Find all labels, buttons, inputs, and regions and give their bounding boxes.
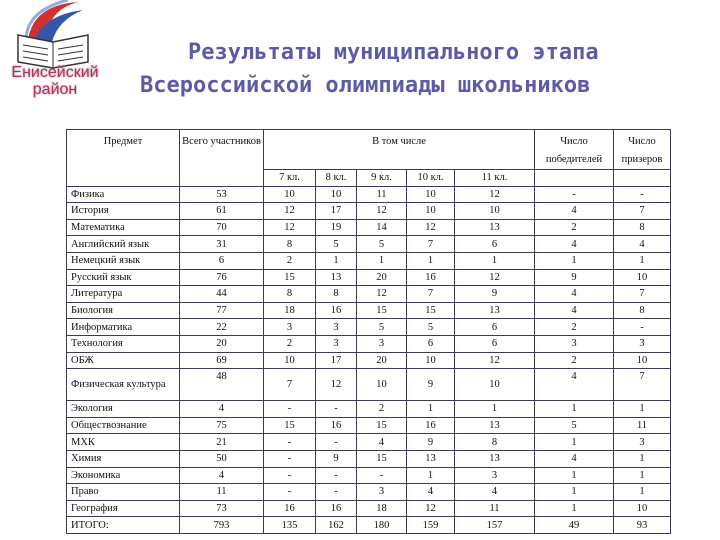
value-cell: 1 (407, 467, 455, 484)
value-cell: 5 (407, 319, 455, 336)
value-cell: 12 (455, 186, 535, 203)
value-cell: 12 (357, 286, 407, 303)
value-cell: 1 (614, 450, 671, 467)
subject-cell: Математика (67, 219, 180, 236)
value-cell: 9 (316, 450, 357, 467)
value-cell: 16 (316, 500, 357, 517)
value-cell: - (316, 484, 357, 501)
value-cell: 4 (455, 484, 535, 501)
value-cell: 4 (180, 467, 264, 484)
value-cell: 17 (316, 352, 357, 369)
table-row (67, 335, 671, 352)
value-cell: 16 (316, 302, 357, 319)
value-cell: 10 (614, 269, 671, 286)
value-cell: 12 (407, 219, 455, 236)
value-cell: 15 (264, 417, 316, 434)
value-cell: 8 (316, 286, 357, 303)
value-cell: 4 (535, 286, 614, 303)
value-cell: 13 (407, 450, 455, 467)
value-cell: 6 (180, 252, 264, 269)
value-cell: 5 (535, 417, 614, 434)
table-row (67, 467, 671, 484)
logo-line1: Енисейский (11, 64, 99, 81)
value-cell: 2 (535, 219, 614, 236)
table-row (67, 517, 671, 534)
value-cell: 7 (614, 286, 671, 303)
header-empty-cell (535, 170, 614, 187)
value-cell: 8 (264, 286, 316, 303)
value-cell: 4 (535, 302, 614, 319)
value-cell: 1 (614, 484, 671, 501)
value-cell: 3 (614, 335, 671, 352)
subject-cell: МХК (67, 434, 180, 451)
value-cell: 12 (407, 500, 455, 517)
value-cell: - (264, 401, 316, 418)
value-cell: 19 (316, 219, 357, 236)
value-cell: 93 (614, 517, 671, 534)
value-cell: 1 (614, 401, 671, 418)
value-cell: 73 (180, 500, 264, 517)
value-cell: 793 (180, 517, 264, 534)
title-line1: Результаты муниципального этапа (188, 40, 599, 65)
table-row (67, 484, 671, 501)
value-cell: 13 (316, 269, 357, 286)
subject-cell: Немецкий язык (67, 252, 180, 269)
value-cell: 11 (357, 186, 407, 203)
value-cell: 11 (614, 417, 671, 434)
value-cell: 12 (316, 369, 357, 401)
subject-cell: Информатика (67, 319, 180, 336)
value-cell: 44 (180, 286, 264, 303)
value-cell: 4 (535, 369, 614, 401)
subject-cell: Физика (67, 186, 180, 203)
header-grade: 7 кл. (264, 170, 316, 187)
value-cell: 10 (614, 352, 671, 369)
value-cell: 5 (357, 236, 407, 253)
subject-cell: География (67, 500, 180, 517)
value-cell: 15 (357, 417, 407, 434)
value-cell: 9 (455, 286, 535, 303)
value-cell: 61 (180, 203, 264, 220)
value-cell: 7 (407, 286, 455, 303)
value-cell: 10 (316, 186, 357, 203)
subject-cell: ИТОГО: (67, 517, 180, 534)
value-cell: 9 (407, 434, 455, 451)
value-cell: 12 (455, 269, 535, 286)
table-row (67, 219, 671, 236)
subject-cell: Экономика (67, 467, 180, 484)
title-line2: Всероссийской олимпиады школьников (140, 73, 591, 98)
table-row (67, 434, 671, 451)
value-cell: - (264, 467, 316, 484)
page-title (140, 36, 720, 102)
value-cell: 3 (357, 335, 407, 352)
results-table (66, 129, 671, 534)
header-subject: Предмет (67, 130, 180, 187)
header-winners: Число победителей (535, 130, 614, 170)
value-cell: 6 (455, 236, 535, 253)
value-cell: 4 (535, 450, 614, 467)
value-cell: 15 (357, 302, 407, 319)
table-row (67, 302, 671, 319)
value-cell: 70 (180, 219, 264, 236)
value-cell: 4 (357, 434, 407, 451)
value-cell: 2 (264, 335, 316, 352)
value-cell: 10 (455, 369, 535, 401)
value-cell: 8 (264, 236, 316, 253)
subject-cell: Биология (67, 302, 180, 319)
value-cell: 7 (614, 203, 671, 220)
value-cell: 5 (316, 236, 357, 253)
table-row (67, 252, 671, 269)
value-cell: 20 (357, 269, 407, 286)
value-cell: 4 (535, 236, 614, 253)
value-cell: 76 (180, 269, 264, 286)
table-row (67, 236, 671, 253)
value-cell: 1 (357, 252, 407, 269)
table-row (67, 319, 671, 336)
value-cell: 1 (535, 401, 614, 418)
value-cell: 10 (407, 203, 455, 220)
value-cell: 12 (264, 219, 316, 236)
value-cell: 53 (180, 186, 264, 203)
subject-cell: Русский язык (67, 269, 180, 286)
value-cell: 6 (407, 335, 455, 352)
value-cell: 3 (614, 434, 671, 451)
value-cell: 2 (535, 352, 614, 369)
header-grade: 9 кл. (357, 170, 407, 187)
value-cell: 10 (407, 352, 455, 369)
value-cell: 15 (357, 450, 407, 467)
value-cell: 3 (357, 484, 407, 501)
value-cell: 1 (455, 401, 535, 418)
value-cell: 16 (407, 417, 455, 434)
value-cell: 8 (614, 302, 671, 319)
table-row (67, 369, 671, 401)
value-cell: 4 (535, 203, 614, 220)
value-cell: 9 (535, 269, 614, 286)
value-cell: 49 (535, 517, 614, 534)
value-cell: 3 (316, 319, 357, 336)
value-cell: 13 (455, 417, 535, 434)
subject-cell: Экология (67, 401, 180, 418)
subject-cell: Химия (67, 450, 180, 467)
value-cell: 18 (357, 500, 407, 517)
value-cell: 16 (316, 417, 357, 434)
value-cell: 12 (455, 352, 535, 369)
subject-cell: ОБЖ (67, 352, 180, 369)
value-cell: 7 (264, 369, 316, 401)
subject-cell: Литература (67, 286, 180, 303)
subject-cell: Обществознание (67, 417, 180, 434)
header-total: Всего участников (180, 130, 264, 187)
table-row (67, 450, 671, 467)
value-cell: 180 (357, 517, 407, 534)
table-row (67, 500, 671, 517)
value-cell: 10 (264, 186, 316, 203)
value-cell: 77 (180, 302, 264, 319)
value-cell: 1 (535, 467, 614, 484)
value-cell: 162 (316, 517, 357, 534)
value-cell: - (614, 186, 671, 203)
value-cell: 1 (316, 252, 357, 269)
value-cell: 1 (455, 252, 535, 269)
header-including: В том числе (264, 130, 535, 170)
value-cell: 8 (455, 434, 535, 451)
table-row (67, 352, 671, 369)
logo-line2: район (32, 81, 78, 98)
header-prizewinners: Число призеров (614, 130, 671, 170)
table-row (67, 186, 671, 203)
table-row (67, 286, 671, 303)
value-cell: 1 (407, 252, 455, 269)
value-cell: 4 (180, 401, 264, 418)
value-cell: 7 (407, 236, 455, 253)
value-cell: - (316, 401, 357, 418)
value-cell: 1 (614, 252, 671, 269)
value-cell: - (316, 434, 357, 451)
value-cell: 10 (614, 500, 671, 517)
value-cell: 17 (316, 203, 357, 220)
table-row (67, 401, 671, 418)
value-cell: 2 (535, 319, 614, 336)
value-cell: 5 (357, 319, 407, 336)
value-cell: 10 (455, 203, 535, 220)
value-cell: 2 (357, 401, 407, 418)
value-cell: 13 (455, 302, 535, 319)
value-cell: 8 (614, 219, 671, 236)
value-cell: 12 (264, 203, 316, 220)
value-cell: 15 (264, 269, 316, 286)
logo-text (10, 64, 100, 98)
value-cell: 15 (407, 302, 455, 319)
value-cell: 135 (264, 517, 316, 534)
value-cell: 9 (407, 369, 455, 401)
value-cell: 50 (180, 450, 264, 467)
header-empty-cell (614, 170, 671, 187)
value-cell: 20 (357, 352, 407, 369)
value-cell: - (357, 467, 407, 484)
value-cell: 10 (357, 369, 407, 401)
value-cell: 16 (407, 269, 455, 286)
header-grade: 11 кл. (455, 170, 535, 187)
table-row (67, 417, 671, 434)
value-cell: 75 (180, 417, 264, 434)
value-cell: 20 (180, 335, 264, 352)
subject-cell: Право (67, 484, 180, 501)
value-cell: 6 (455, 335, 535, 352)
value-cell: 16 (264, 500, 316, 517)
value-cell: - (264, 434, 316, 451)
subject-cell: Физическая культура (67, 369, 180, 401)
value-cell: 3 (316, 335, 357, 352)
header-grade: 10 кл. (407, 170, 455, 187)
table-row (67, 269, 671, 286)
value-cell: - (535, 186, 614, 203)
value-cell: 31 (180, 236, 264, 253)
header-grade: 8 кл. (316, 170, 357, 187)
value-cell: 3 (455, 467, 535, 484)
value-cell: 11 (455, 500, 535, 517)
value-cell: 21 (180, 434, 264, 451)
value-cell: - (264, 484, 316, 501)
value-cell: 159 (407, 517, 455, 534)
value-cell: - (614, 319, 671, 336)
value-cell: 14 (357, 219, 407, 236)
value-cell: 22 (180, 319, 264, 336)
value-cell: - (264, 450, 316, 467)
value-cell: 4 (407, 484, 455, 501)
value-cell: 12 (357, 203, 407, 220)
value-cell: 11 (180, 484, 264, 501)
value-cell: 4 (614, 236, 671, 253)
value-cell: 69 (180, 352, 264, 369)
subject-cell: Технология (67, 335, 180, 352)
table-row (67, 203, 671, 220)
value-cell: 1 (407, 401, 455, 418)
value-cell: 3 (535, 335, 614, 352)
subject-cell: История (67, 203, 180, 220)
value-cell: 13 (455, 219, 535, 236)
value-cell: 1 (535, 500, 614, 517)
value-cell: 48 (180, 369, 264, 401)
value-cell: 3 (264, 319, 316, 336)
value-cell: 157 (455, 517, 535, 534)
value-cell: 2 (264, 252, 316, 269)
value-cell: 18 (264, 302, 316, 319)
value-cell: 1 (535, 252, 614, 269)
subject-cell: Английский язык (67, 236, 180, 253)
value-cell: 6 (455, 319, 535, 336)
value-cell: 1 (535, 484, 614, 501)
value-cell: 13 (455, 450, 535, 467)
value-cell: 10 (407, 186, 455, 203)
value-cell: 10 (264, 352, 316, 369)
value-cell: - (316, 467, 357, 484)
value-cell: 1 (614, 467, 671, 484)
value-cell: 1 (535, 434, 614, 451)
value-cell: 7 (614, 369, 671, 401)
